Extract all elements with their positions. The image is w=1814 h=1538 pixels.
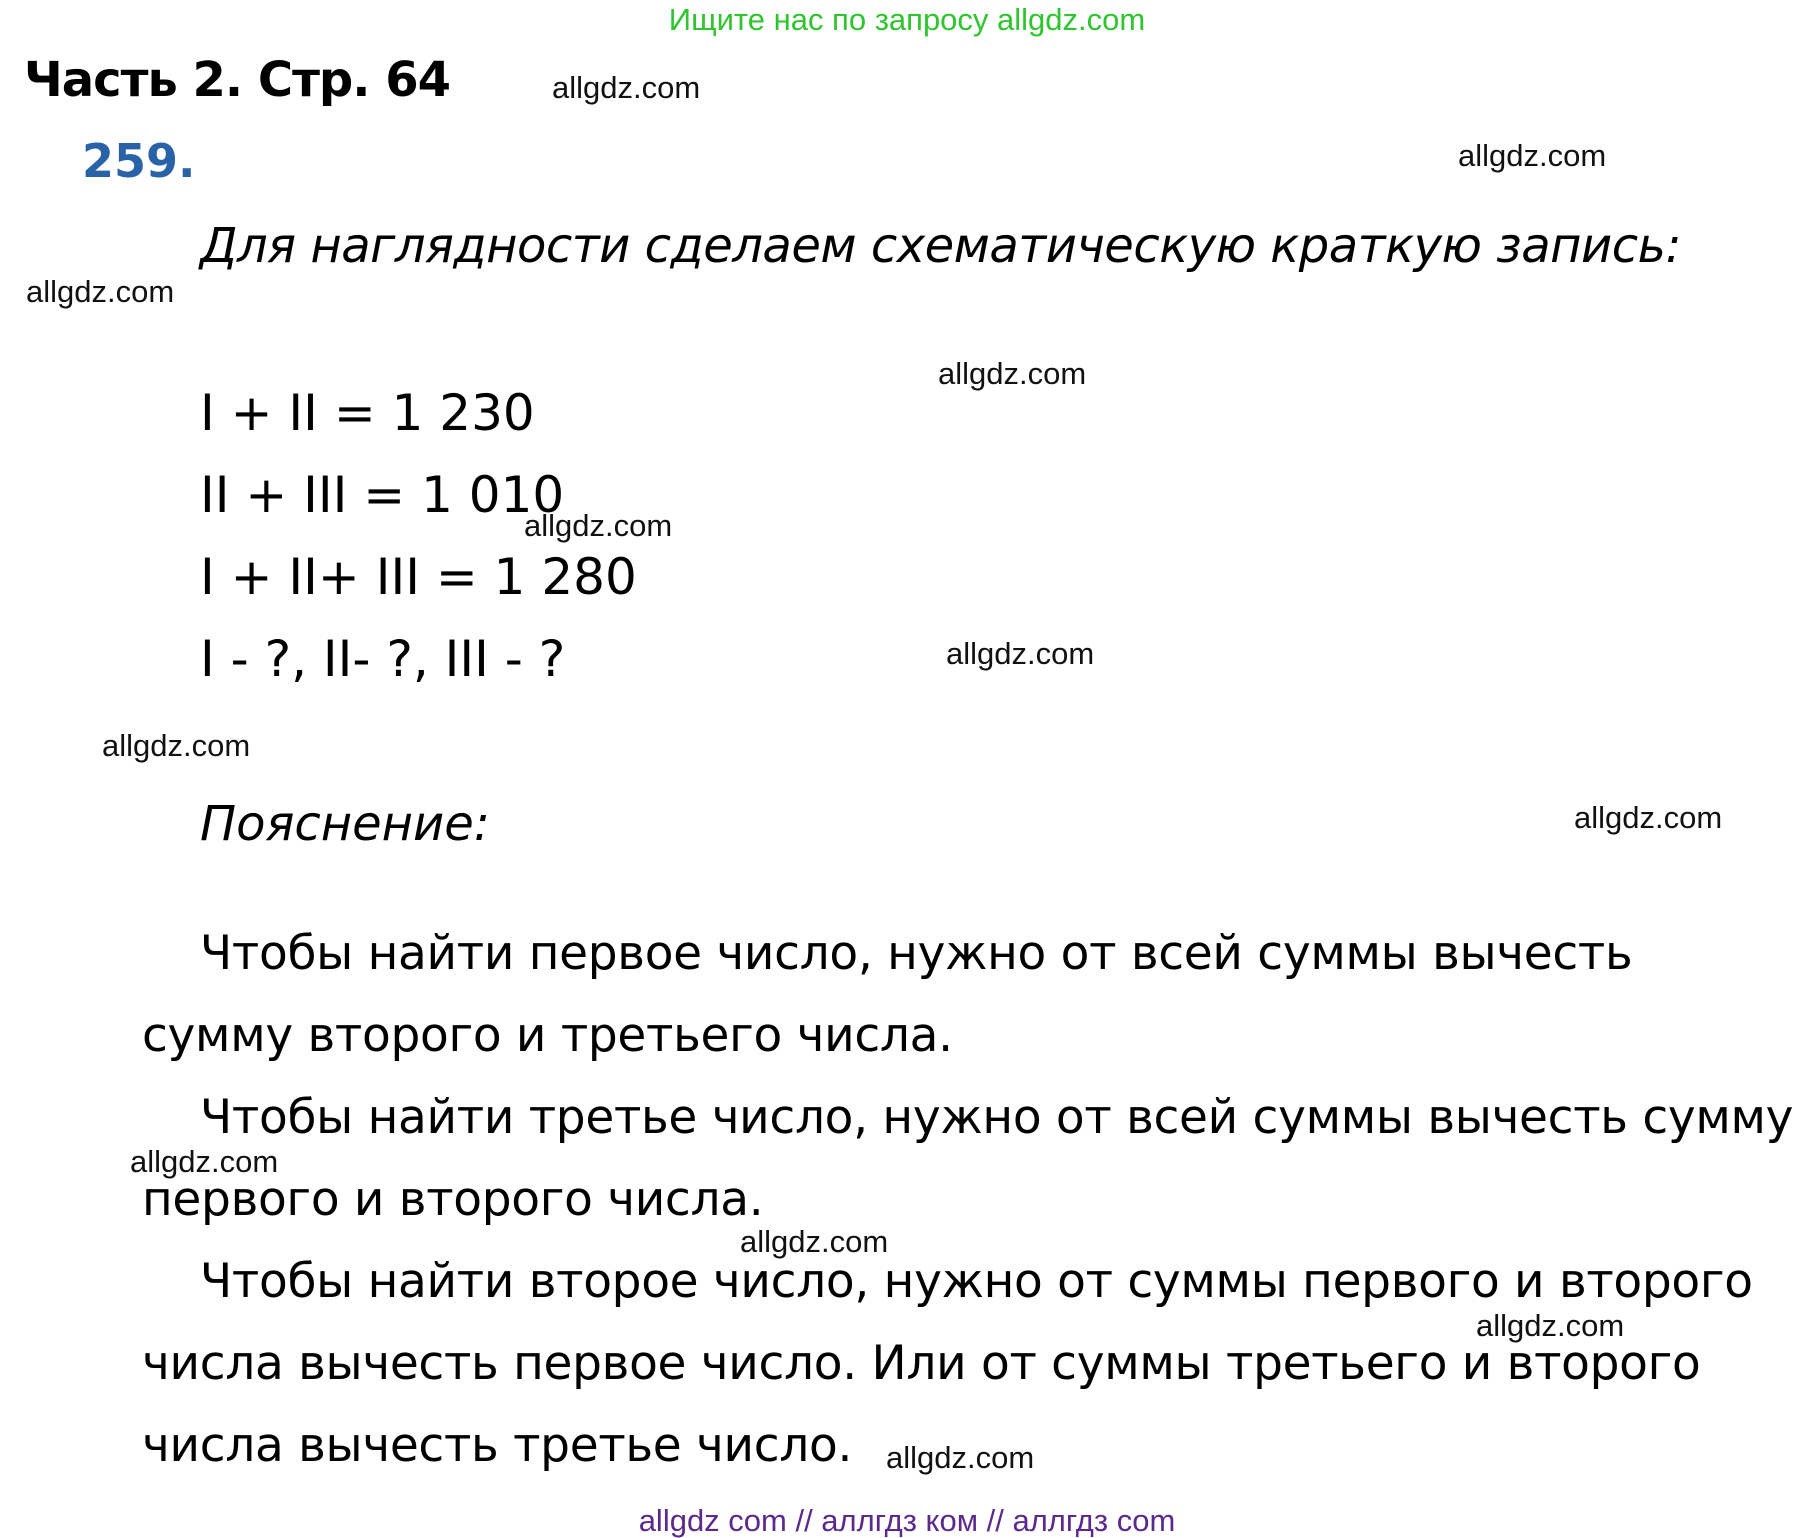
watermark: allgdz.com — [1476, 1308, 1625, 1343]
watermark: allgdz.com — [1458, 138, 1607, 173]
search-banner: Ищите нас по запросу allgdz.com — [668, 2, 1146, 37]
intro-text: Для наглядности сделаем схематическую краткую запись: — [200, 218, 1682, 274]
footer-links: allgdz com // аллгдз ком // аллгдз com — [638, 1503, 1176, 1538]
paragraph-line: Чтобы найти первое число, нужно от всей суммы вычесть — [200, 926, 1633, 981]
equation-line: II + III = 1 010 — [200, 466, 565, 524]
paragraph-line: первого и второго числа. — [142, 1172, 764, 1227]
watermark: allgdz.com — [740, 1224, 889, 1259]
watermark: allgdz.com — [946, 636, 1095, 671]
watermark: allgdz.com — [938, 356, 1087, 391]
watermark: allgdz.com — [130, 1144, 279, 1179]
watermark: allgdz.com — [886, 1440, 1035, 1475]
watermark: allgdz.com — [1574, 800, 1723, 835]
explanation-heading: Пояснение: — [200, 796, 490, 852]
watermark: allgdz.com — [552, 70, 701, 105]
paragraph-line: Чтобы найти третье число, нужно от всей суммы вычесть сумму — [200, 1090, 1794, 1145]
equation-line: I + II = 1 230 — [200, 384, 535, 442]
paragraph-line: числа вычесть третье число. — [142, 1418, 853, 1473]
question-line: I - ?, II- ?, III - ? — [200, 630, 566, 688]
task-number: 259. — [82, 134, 196, 188]
watermark: allgdz.com — [26, 274, 175, 309]
watermark: allgdz.com — [524, 508, 673, 543]
page-title: Часть 2. Стр. 64 — [24, 52, 451, 108]
paragraph-line: Чтобы найти второе число, нужно от суммы первого и второго — [200, 1254, 1753, 1309]
paragraph-line: числа вычесть первое число. Или от суммы третьего и второго — [142, 1336, 1701, 1391]
equation-line: I + II+ III = 1 280 — [200, 548, 637, 606]
paragraph-line: сумму второго и третьего числа. — [142, 1008, 953, 1063]
watermark: allgdz.com — [102, 728, 251, 763]
